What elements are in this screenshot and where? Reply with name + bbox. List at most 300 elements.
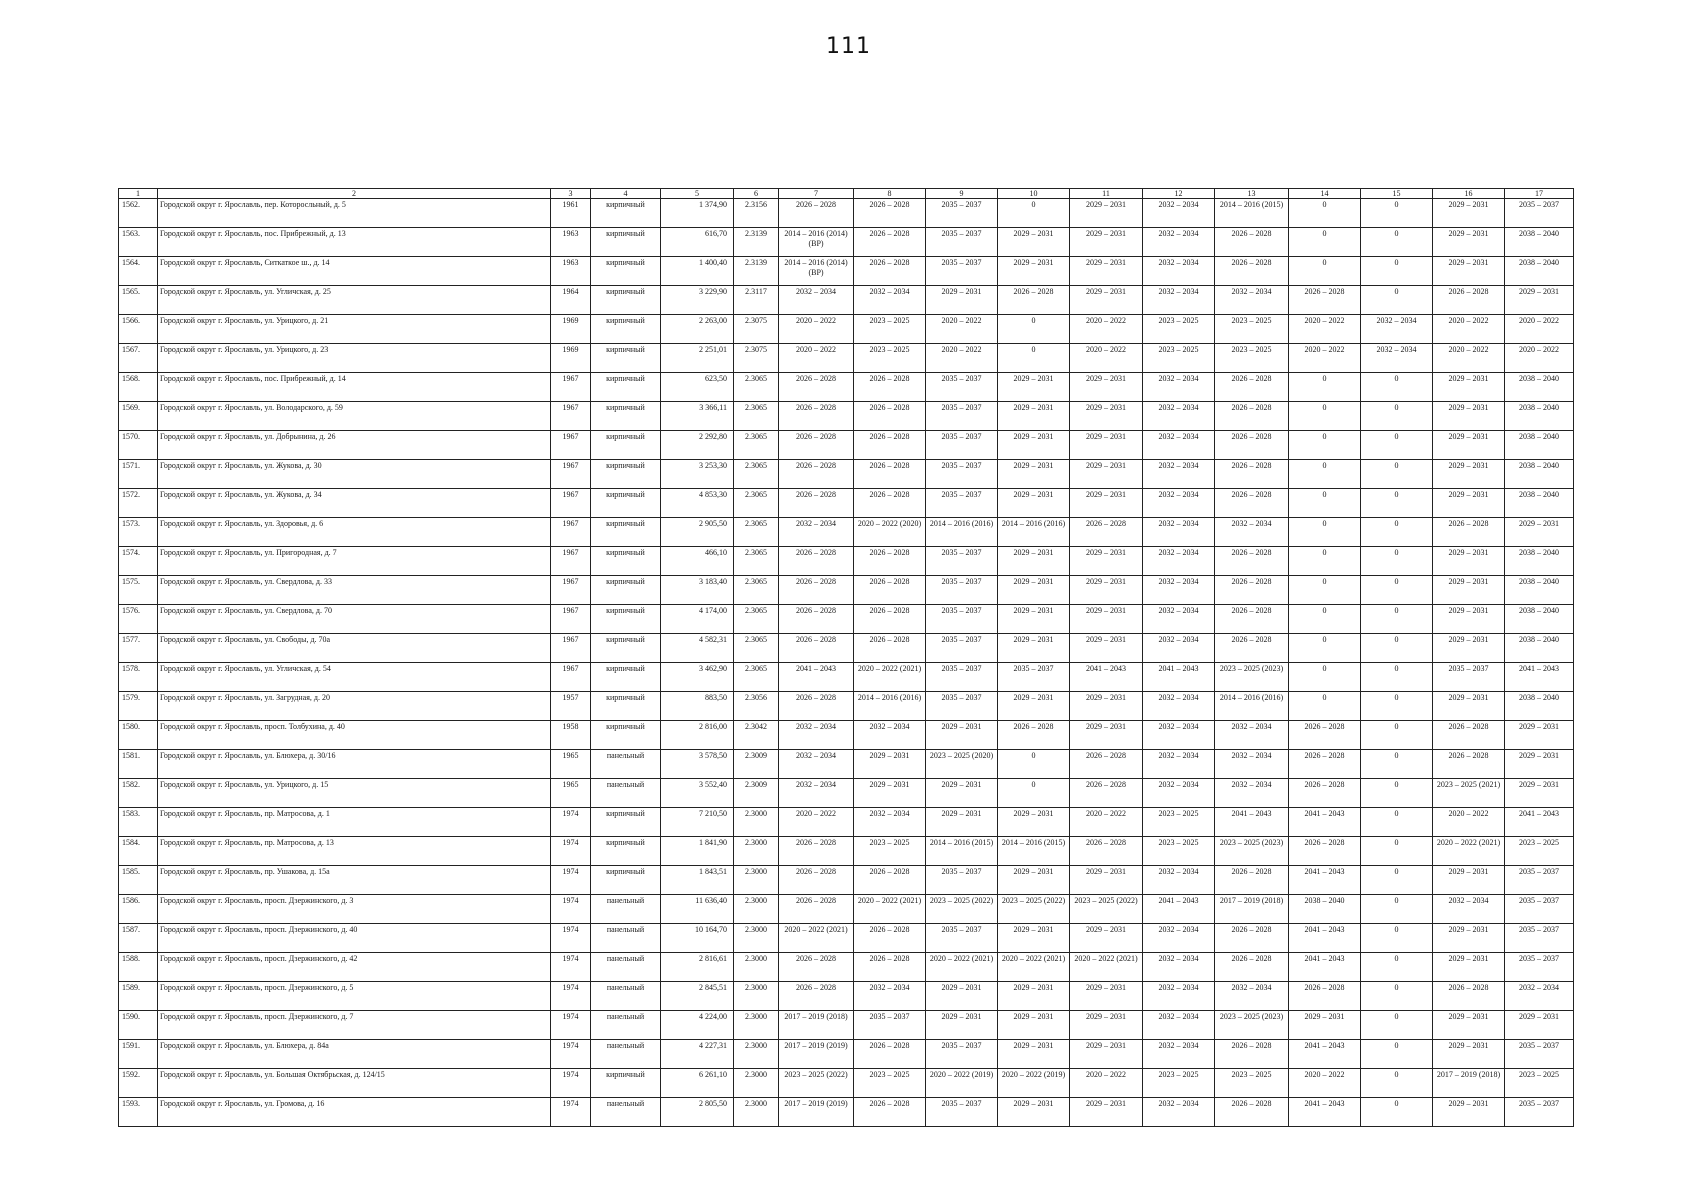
period-cell: 2020 – 2022 (779, 315, 854, 344)
period-cell: 2023 – 2025 (2023) (1215, 663, 1289, 692)
period-cell: 2035 – 2037 (926, 576, 998, 605)
row-number-cell: 1577. (119, 634, 158, 663)
period-cell: 2029 – 2031 (1505, 518, 1574, 547)
area-cell: 6 261,10 (661, 1069, 734, 1098)
area-cell: 4 224,00 (661, 1011, 734, 1040)
period-cell: 2026 – 2028 (854, 402, 926, 431)
period-cell: 2026 – 2028 (1215, 1040, 1289, 1069)
period-cell: 2029 – 2031 (998, 1098, 1070, 1127)
period-cell: 2026 – 2028 (779, 489, 854, 518)
period-cell: 2038 – 2040 (1505, 402, 1574, 431)
period-cell: 2020 – 2022 (2021) (1433, 837, 1505, 866)
period-cell: 2029 – 2031 (1070, 489, 1143, 518)
period-cell: 0 (1289, 431, 1361, 460)
period-cell: 2038 – 2040 (1289, 895, 1361, 924)
address-cell: Городской округ г. Ярославль, ул. Жукова, д. 30 (158, 460, 551, 489)
table-row (119, 489, 1574, 518)
address-cell: Городской округ г. Ярославль, ул. Володарского, д. 59 (158, 402, 551, 431)
period-cell: 2026 – 2028 (1215, 634, 1289, 663)
period-cell: 2029 – 2031 (998, 373, 1070, 402)
period-cell: 2026 – 2028 (779, 953, 854, 982)
table-row (119, 257, 1574, 286)
period-cell: 2017 – 2019 (2018) (1433, 1069, 1505, 1098)
wall-material-cell: кирпичный (591, 692, 661, 721)
period-cell: 2029 – 2031 (998, 924, 1070, 953)
period-cell: 2023 – 2025 (2022) (926, 895, 998, 924)
period-cell: 2041 – 2043 (1289, 1098, 1361, 1127)
area-cell: 2 845,51 (661, 982, 734, 1011)
period-cell: 2035 – 2037 (1505, 866, 1574, 895)
area-cell: 2 263,00 (661, 315, 734, 344)
period-cell: 2017 – 2019 (2018) (1215, 895, 1289, 924)
period-cell: 2029 – 2031 (998, 866, 1070, 895)
table-row (119, 866, 1574, 895)
build-year-cell: 1969 (551, 315, 591, 344)
period-cell: 0 (1361, 257, 1433, 286)
period-cell: 2035 – 2037 (1505, 895, 1574, 924)
wall-material-cell: кирпичный (591, 866, 661, 895)
period-cell: 0 (1289, 228, 1361, 257)
period-cell: 2026 – 2028 (1070, 750, 1143, 779)
period-cell: 2026 – 2028 (1215, 924, 1289, 953)
period-cell: 2029 – 2031 (998, 460, 1070, 489)
area-cell: 3 253,30 (661, 460, 734, 489)
code-cell: 2.3156 (734, 199, 779, 228)
period-cell: 0 (998, 779, 1070, 808)
period-cell: 2032 – 2034 (1433, 895, 1505, 924)
period-cell: 2014 – 2016 (2015) (998, 837, 1070, 866)
period-cell: 2026 – 2028 (854, 605, 926, 634)
area-cell: 3 552,40 (661, 779, 734, 808)
period-cell: 2026 – 2028 (779, 634, 854, 663)
period-cell: 2026 – 2028 (854, 228, 926, 257)
period-cell: 2026 – 2028 (1215, 547, 1289, 576)
period-cell: 2026 – 2028 (854, 576, 926, 605)
area-cell: 616,70 (661, 228, 734, 257)
period-cell: 2029 – 2031 (1433, 605, 1505, 634)
address-cell: Городской округ г. Ярославль, ул. Блюхера, д. 84а (158, 1040, 551, 1069)
period-cell: 2020 – 2022 (2021) (854, 663, 926, 692)
wall-material-cell: панельный (591, 895, 661, 924)
period-cell: 0 (1361, 402, 1433, 431)
period-cell: 2041 – 2043 (1070, 663, 1143, 692)
period-cell: 2032 – 2034 (1143, 982, 1215, 1011)
period-cell: 0 (1289, 547, 1361, 576)
period-cell: 2035 – 2037 (926, 460, 998, 489)
area-cell: 11 636,40 (661, 895, 734, 924)
period-cell: 2041 – 2043 (1505, 808, 1574, 837)
period-cell: 2026 – 2028 (1215, 866, 1289, 895)
code-cell: 2.3000 (734, 1040, 779, 1069)
column-header: 14 (1289, 189, 1361, 199)
period-cell: 2041 – 2043 (1289, 808, 1361, 837)
area-cell: 2 816,00 (661, 721, 734, 750)
period-cell: 2029 – 2031 (1289, 1011, 1361, 1040)
address-cell: Городской округ г. Ярославль, ул. Загрудная, д. 20 (158, 692, 551, 721)
code-cell: 2.3000 (734, 924, 779, 953)
row-number-cell: 1563. (119, 228, 158, 257)
period-cell: 2026 – 2028 (854, 199, 926, 228)
period-cell: 2029 – 2031 (1070, 924, 1143, 953)
period-cell: 2029 – 2031 (998, 982, 1070, 1011)
build-year-cell: 1967 (551, 460, 591, 489)
row-number-cell: 1588. (119, 953, 158, 982)
table-row (119, 344, 1574, 373)
period-cell: 2038 – 2040 (1505, 431, 1574, 460)
period-cell: 2014 – 2016 (2016) (1215, 692, 1289, 721)
code-cell: 2.3065 (734, 605, 779, 634)
period-cell: 2029 – 2031 (1433, 953, 1505, 982)
period-cell: 2029 – 2031 (1433, 866, 1505, 895)
period-cell: 2029 – 2031 (1070, 1040, 1143, 1069)
period-cell: 2026 – 2028 (1433, 721, 1505, 750)
area-cell: 3 183,40 (661, 576, 734, 605)
address-cell: Городской округ г. Ярославль, ул. Угличская, д. 54 (158, 663, 551, 692)
period-cell: 2020 – 2022 (1433, 344, 1505, 373)
address-cell: Городской округ г. Ярославль, ул. Свердлова, д. 70 (158, 605, 551, 634)
code-cell: 2.3000 (734, 866, 779, 895)
build-year-cell: 1974 (551, 808, 591, 837)
period-cell: 2026 – 2028 (779, 895, 854, 924)
area-cell: 7 210,50 (661, 808, 734, 837)
build-year-cell: 1964 (551, 286, 591, 315)
period-cell: 2029 – 2031 (998, 692, 1070, 721)
area-cell: 10 164,70 (661, 924, 734, 953)
period-cell: 0 (1289, 605, 1361, 634)
period-cell: 2023 – 2025 (2022) (779, 1069, 854, 1098)
period-cell: 0 (1289, 634, 1361, 663)
period-cell: 2029 – 2031 (1433, 402, 1505, 431)
wall-material-cell: панельный (591, 1011, 661, 1040)
wall-material-cell: кирпичный (591, 721, 661, 750)
wall-material-cell: панельный (591, 1040, 661, 1069)
code-cell: 2.3000 (734, 837, 779, 866)
period-cell: 2026 – 2028 (854, 866, 926, 895)
period-cell: 2020 – 2022 (779, 344, 854, 373)
period-cell: 2029 – 2031 (1070, 1011, 1143, 1040)
period-cell: 2023 – 2025 (1505, 837, 1574, 866)
period-cell: 2020 – 2022 (2021) (998, 953, 1070, 982)
period-cell: 2026 – 2028 (1433, 750, 1505, 779)
period-cell: 2041 – 2043 (1143, 895, 1215, 924)
wall-material-cell: кирпичный (591, 373, 661, 402)
period-cell: 2032 – 2034 (1215, 721, 1289, 750)
area-cell: 883,50 (661, 692, 734, 721)
area-cell: 2 292,80 (661, 431, 734, 460)
build-year-cell: 1961 (551, 199, 591, 228)
period-cell: 2029 – 2031 (998, 257, 1070, 286)
period-cell: 2023 – 2025 (1143, 837, 1215, 866)
period-cell: 2029 – 2031 (1505, 779, 1574, 808)
area-cell: 2 251,01 (661, 344, 734, 373)
period-cell: 2032 – 2034 (779, 779, 854, 808)
period-cell: 2020 – 2022 (1070, 344, 1143, 373)
wall-material-cell: кирпичный (591, 460, 661, 489)
row-number-cell: 1564. (119, 257, 158, 286)
table-row (119, 1098, 1574, 1127)
period-cell: 0 (1361, 953, 1433, 982)
area-cell: 466,10 (661, 547, 734, 576)
period-cell: 2035 – 2037 (926, 257, 998, 286)
wall-material-cell: кирпичный (591, 634, 661, 663)
period-cell: 2029 – 2031 (926, 808, 998, 837)
period-cell: 2029 – 2031 (998, 228, 1070, 257)
period-cell: 2029 – 2031 (1433, 1011, 1505, 1040)
period-cell: 2026 – 2028 (779, 431, 854, 460)
period-cell: 2035 – 2037 (1433, 663, 1505, 692)
period-cell: 0 (1361, 808, 1433, 837)
period-cell: 2023 – 2025 (2022) (998, 895, 1070, 924)
build-year-cell: 1967 (551, 431, 591, 460)
period-cell: 2035 – 2037 (926, 547, 998, 576)
page-number: 111 (826, 34, 871, 59)
wall-material-cell: кирпичный (591, 1069, 661, 1098)
address-cell: Городской округ г. Ярославль, пос. Прибрежный, д. 13 (158, 228, 551, 257)
row-number-cell: 1590. (119, 1011, 158, 1040)
period-cell: 2029 – 2031 (854, 779, 926, 808)
period-cell: 2029 – 2031 (1433, 692, 1505, 721)
period-cell: 2026 – 2028 (854, 489, 926, 518)
period-cell: 2029 – 2031 (926, 286, 998, 315)
period-cell: 0 (998, 315, 1070, 344)
area-cell: 2 905,50 (661, 518, 734, 547)
period-cell: 2029 – 2031 (1433, 373, 1505, 402)
column-header: 8 (854, 189, 926, 199)
period-cell: 2029 – 2031 (1070, 866, 1143, 895)
period-cell: 2032 – 2034 (1143, 286, 1215, 315)
period-cell: 2029 – 2031 (1433, 1098, 1505, 1127)
period-cell: 2023 – 2025 (1215, 1069, 1289, 1098)
period-cell: 2029 – 2031 (998, 1011, 1070, 1040)
period-cell: 2026 – 2028 (1215, 373, 1289, 402)
wall-material-cell: кирпичный (591, 286, 661, 315)
table-row (119, 953, 1574, 982)
period-cell: 2017 – 2019 (2019) (779, 1098, 854, 1127)
period-cell: 2032 – 2034 (1143, 634, 1215, 663)
period-cell: 2032 – 2034 (1215, 779, 1289, 808)
period-cell: 2029 – 2031 (926, 982, 998, 1011)
code-cell: 2.3065 (734, 489, 779, 518)
row-number-cell: 1574. (119, 547, 158, 576)
table-row (119, 1069, 1574, 1098)
address-cell: Городской округ г. Ярославль, ул. Свердлова, д. 33 (158, 576, 551, 605)
code-cell: 2.3065 (734, 373, 779, 402)
address-cell: Городской округ г. Ярославль, ул. Большая Октябрьская, д. 124/15 (158, 1069, 551, 1098)
housing-repair-table-container (118, 188, 1574, 1127)
period-cell: 2020 – 2022 (926, 344, 998, 373)
period-cell: 0 (1289, 489, 1361, 518)
period-cell: 0 (1289, 199, 1361, 228)
period-cell: 0 (1289, 518, 1361, 547)
period-cell: 2032 – 2034 (1143, 228, 1215, 257)
address-cell: Городской округ г. Ярославль, ул. Пригородная, д. 7 (158, 547, 551, 576)
period-cell: 2032 – 2034 (1143, 431, 1215, 460)
period-cell: 2020 – 2022 (1289, 344, 1361, 373)
row-number-cell: 1589. (119, 982, 158, 1011)
period-cell: 2014 – 2016 (2014) (ВР) (779, 228, 854, 257)
table-row (119, 431, 1574, 460)
address-cell: Городской округ г. Ярославль, ул. Урицкого, д. 15 (158, 779, 551, 808)
period-cell: 2029 – 2031 (1070, 402, 1143, 431)
period-cell: 2026 – 2028 (998, 286, 1070, 315)
period-cell: 2029 – 2031 (1433, 1040, 1505, 1069)
row-number-cell: 1591. (119, 1040, 158, 1069)
build-year-cell: 1967 (551, 373, 591, 402)
column-header: 12 (1143, 189, 1215, 199)
period-cell: 2035 – 2037 (998, 663, 1070, 692)
code-cell: 2.3065 (734, 402, 779, 431)
period-cell: 2029 – 2031 (998, 808, 1070, 837)
period-cell: 2026 – 2028 (779, 460, 854, 489)
period-cell: 2032 – 2034 (1143, 1098, 1215, 1127)
build-year-cell: 1974 (551, 895, 591, 924)
period-cell: 2026 – 2028 (779, 547, 854, 576)
code-cell: 2.3000 (734, 1098, 779, 1127)
period-cell: 0 (1361, 1040, 1433, 1069)
code-cell: 2.3075 (734, 315, 779, 344)
period-cell: 2035 – 2037 (926, 866, 998, 895)
wall-material-cell: панельный (591, 1098, 661, 1127)
wall-material-cell: панельный (591, 953, 661, 982)
wall-material-cell: панельный (591, 982, 661, 1011)
column-header: 4 (591, 189, 661, 199)
period-cell: 2029 – 2031 (1433, 924, 1505, 953)
area-cell: 4 174,00 (661, 605, 734, 634)
period-cell: 2035 – 2037 (926, 199, 998, 228)
period-cell: 0 (1361, 228, 1433, 257)
period-cell: 2023 – 2025 (1143, 808, 1215, 837)
period-cell: 2029 – 2031 (1505, 721, 1574, 750)
period-cell: 2026 – 2028 (1289, 286, 1361, 315)
table-row (119, 808, 1574, 837)
period-cell: 2029 – 2031 (1433, 460, 1505, 489)
table-row (119, 460, 1574, 489)
area-cell: 3 462,90 (661, 663, 734, 692)
period-cell: 0 (998, 199, 1070, 228)
period-cell: 2029 – 2031 (1070, 605, 1143, 634)
wall-material-cell: панельный (591, 750, 661, 779)
period-cell: 2035 – 2037 (926, 605, 998, 634)
period-cell: 0 (1289, 402, 1361, 431)
wall-material-cell: кирпичный (591, 199, 661, 228)
code-cell: 2.3000 (734, 1011, 779, 1040)
period-cell: 2038 – 2040 (1505, 547, 1574, 576)
build-year-cell: 1967 (551, 605, 591, 634)
period-cell: 2035 – 2037 (926, 1040, 998, 1069)
table-row (119, 982, 1574, 1011)
build-year-cell: 1967 (551, 518, 591, 547)
period-cell: 0 (1361, 866, 1433, 895)
table-row (119, 634, 1574, 663)
period-cell: 2029 – 2031 (1070, 692, 1143, 721)
period-cell: 2029 – 2031 (1433, 199, 1505, 228)
area-cell: 3 366,11 (661, 402, 734, 431)
table-row (119, 199, 1574, 228)
period-cell: 2032 – 2034 (1143, 721, 1215, 750)
period-cell: 2029 – 2031 (998, 489, 1070, 518)
column-header: 1 (119, 189, 158, 199)
period-cell: 0 (1289, 692, 1361, 721)
period-cell: 0 (1361, 750, 1433, 779)
housing-repair-table (118, 188, 1574, 1127)
period-cell: 2020 – 2022 (2019) (998, 1069, 1070, 1098)
period-cell: 2035 – 2037 (926, 431, 998, 460)
row-number-cell: 1585. (119, 866, 158, 895)
period-cell: 2026 – 2028 (854, 547, 926, 576)
period-cell: 2023 – 2025 (2022) (1070, 895, 1143, 924)
period-cell: 2029 – 2031 (998, 431, 1070, 460)
period-cell: 2032 – 2034 (1143, 605, 1215, 634)
build-year-cell: 1963 (551, 257, 591, 286)
period-cell: 2032 – 2034 (1143, 518, 1215, 547)
period-cell: 2020 – 2022 (2021) (779, 924, 854, 953)
period-cell: 2032 – 2034 (1143, 547, 1215, 576)
address-cell: Городской округ г. Ярославль, просп. Дзержинского, д. 7 (158, 1011, 551, 1040)
period-cell: 0 (1361, 634, 1433, 663)
period-cell: 2026 – 2028 (1215, 1098, 1289, 1127)
period-cell: 2032 – 2034 (1143, 779, 1215, 808)
period-cell: 0 (1361, 605, 1433, 634)
table-row (119, 286, 1574, 315)
period-cell: 2026 – 2028 (1433, 982, 1505, 1011)
period-cell: 2020 – 2022 (1433, 808, 1505, 837)
period-cell: 2020 – 2022 (779, 808, 854, 837)
period-cell: 2032 – 2034 (1143, 953, 1215, 982)
row-number-cell: 1565. (119, 286, 158, 315)
period-cell: 2029 – 2031 (1433, 576, 1505, 605)
row-number-cell: 1562. (119, 199, 158, 228)
period-cell: 0 (1361, 663, 1433, 692)
wall-material-cell: кирпичный (591, 257, 661, 286)
period-cell: 2032 – 2034 (854, 982, 926, 1011)
period-cell: 0 (1361, 518, 1433, 547)
build-year-cell: 1974 (551, 866, 591, 895)
table-row (119, 779, 1574, 808)
period-cell: 2038 – 2040 (1505, 605, 1574, 634)
period-cell: 2035 – 2037 (926, 228, 998, 257)
build-year-cell: 1974 (551, 837, 591, 866)
table-row (119, 373, 1574, 402)
build-year-cell: 1974 (551, 924, 591, 953)
period-cell: 0 (1289, 576, 1361, 605)
period-cell: 2035 – 2037 (926, 1098, 998, 1127)
period-cell: 2020 – 2022 (1505, 344, 1574, 373)
period-cell: 2038 – 2040 (1505, 228, 1574, 257)
period-cell: 2026 – 2028 (1215, 257, 1289, 286)
build-year-cell: 1965 (551, 779, 591, 808)
address-cell: Городской округ г. Ярославль, просп. Толбухина, д. 40 (158, 721, 551, 750)
period-cell: 2041 – 2043 (1215, 808, 1289, 837)
period-cell: 2035 – 2037 (1505, 199, 1574, 228)
period-cell: 2032 – 2034 (1143, 489, 1215, 518)
row-number-cell: 1569. (119, 402, 158, 431)
wall-material-cell: кирпичный (591, 315, 661, 344)
period-cell: 2029 – 2031 (998, 1040, 1070, 1069)
row-number-cell: 1587. (119, 924, 158, 953)
period-cell: 2032 – 2034 (854, 808, 926, 837)
period-cell: 0 (1361, 692, 1433, 721)
period-cell: 2026 – 2028 (854, 460, 926, 489)
period-cell: 2026 – 2028 (1289, 837, 1361, 866)
period-cell: 2029 – 2031 (1433, 431, 1505, 460)
period-cell: 2029 – 2031 (1070, 228, 1143, 257)
build-year-cell: 1957 (551, 692, 591, 721)
period-cell: 0 (998, 750, 1070, 779)
period-cell: 2035 – 2037 (926, 402, 998, 431)
period-cell: 2035 – 2037 (926, 634, 998, 663)
period-cell: 0 (1361, 982, 1433, 1011)
period-cell: 2026 – 2028 (854, 953, 926, 982)
